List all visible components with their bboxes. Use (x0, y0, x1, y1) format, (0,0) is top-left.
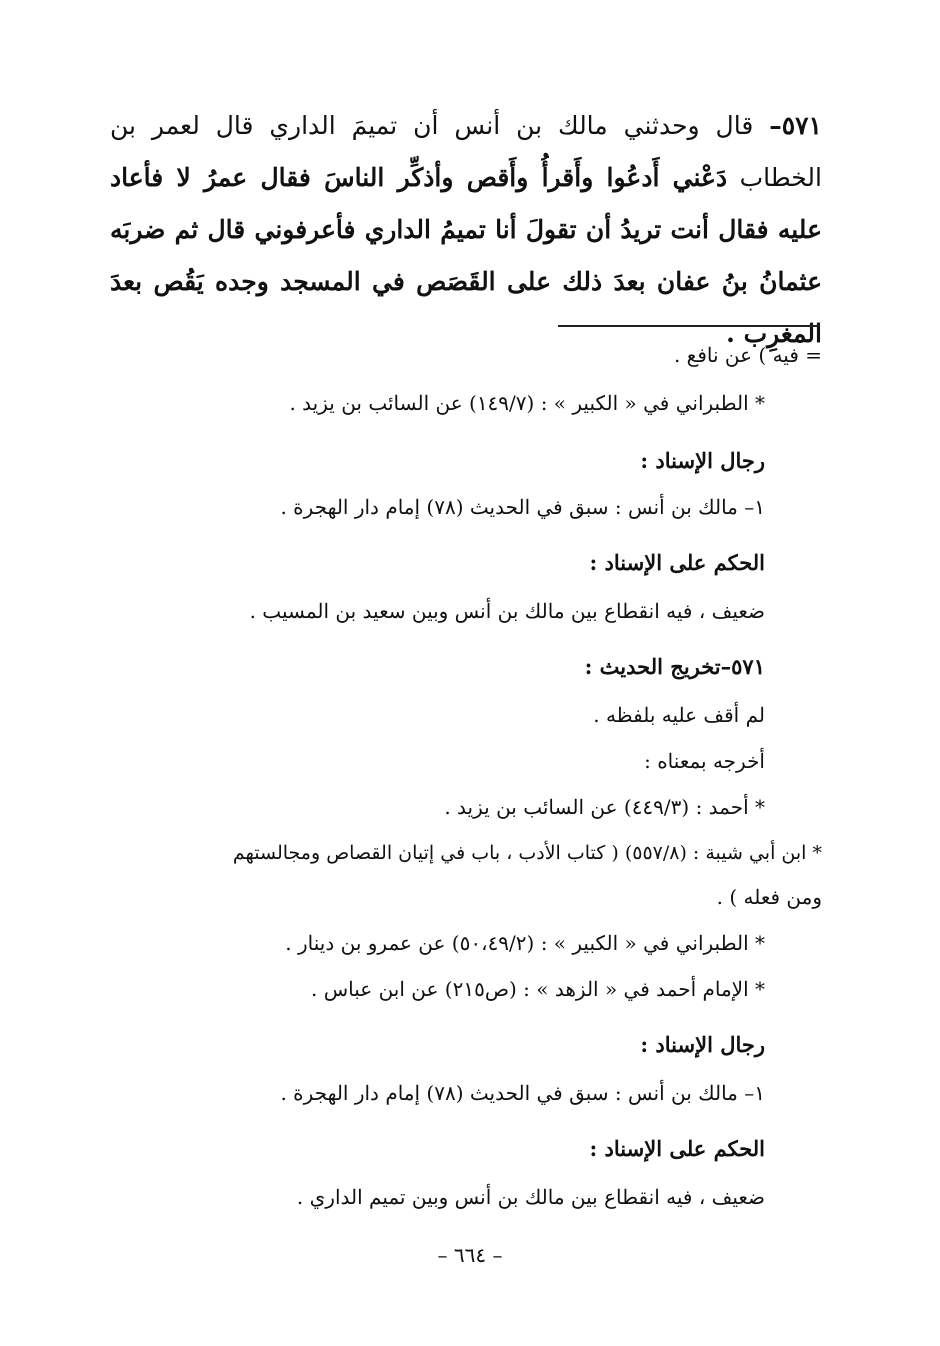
note-line: ومن فعله ) . (716, 885, 822, 909)
note-line: لم أقف عليه بلفظه . (593, 703, 765, 727)
note-line: ضعيف ، فيه انقطاع بين مالك بن أنس وبين تميم الداري . (296, 1185, 765, 1209)
hadith-text-plain: قال وحدثني مالك بن أنس أن تميمَ الداري قال لعمر بن الخطاب (110, 111, 822, 192)
note-line: * الطبراني في « الكبير » : (١٤٩/٧) عن السائب بن يزيد . (289, 391, 765, 415)
note-line: * ابن أبي شيبة : (٥٥٧/٨) ( كتاب الأدب ، باب في إتيان القصاص ومجالستهم (232, 842, 822, 864)
note-line: ١– مالك بن أنس : سبق في الحديث (٧٨) إمام دار الهجرة . (280, 495, 765, 519)
footnote-divider (558, 325, 820, 327)
note-line: * أحمد : (٤٤٩/٣) عن السائب بن يزيد . (444, 795, 765, 819)
section-heading-hukm: الحكم على الإسناد : (589, 550, 765, 575)
section-heading-hukm: الحكم على الإسناد : (589, 1136, 765, 1161)
note-line: * الإمام أحمد في « الزهد » : (ص٢١٥) عن ابن عباس . (311, 977, 765, 1001)
section-heading-rijal: رجال الإسناد : (640, 448, 765, 473)
note-line: = فيه ) عن نافع . (673, 343, 822, 367)
note-line: ١– مالك بن أنس : سبق في الحديث (٧٨) إمام دار الهجرة . (280, 1081, 765, 1105)
hadith-text (110, 100, 822, 360)
page-number: – ٦٦٤ – (437, 1243, 503, 1267)
note-line: أخرجه بمعناه : (644, 749, 765, 773)
note-line: ضعيف ، فيه انقطاع بين مالك بن أنس وبين سعيد بن المسيب . (249, 599, 765, 623)
hadith-text-bold: دَعْني أَدعُوا وأَقرأُ وأَقص وأذكِّر الناسَ فقال عمرُ لا فأعاد عليه فقال أنت تريدُ أن تقولَ أنا تميمُ الداري فأعرفوني قال ثم ضربَه عثمانُ بنُ عفان بعدَ ذلك على القَصَص في المسجد وجده يَقُص بعدَ المغرِب . (110, 163, 822, 348)
section-heading-takhrij: ٥٧١–تخريج الحديث : (584, 654, 765, 679)
note-line: * الطبراني في « الكبير » : (٥٠،٤٩/٢) عن عمرو بن دينار . (285, 931, 765, 955)
section-heading-rijal: رجال الإسناد : (640, 1032, 765, 1057)
hadith-number: ٥٧١– (769, 111, 822, 140)
